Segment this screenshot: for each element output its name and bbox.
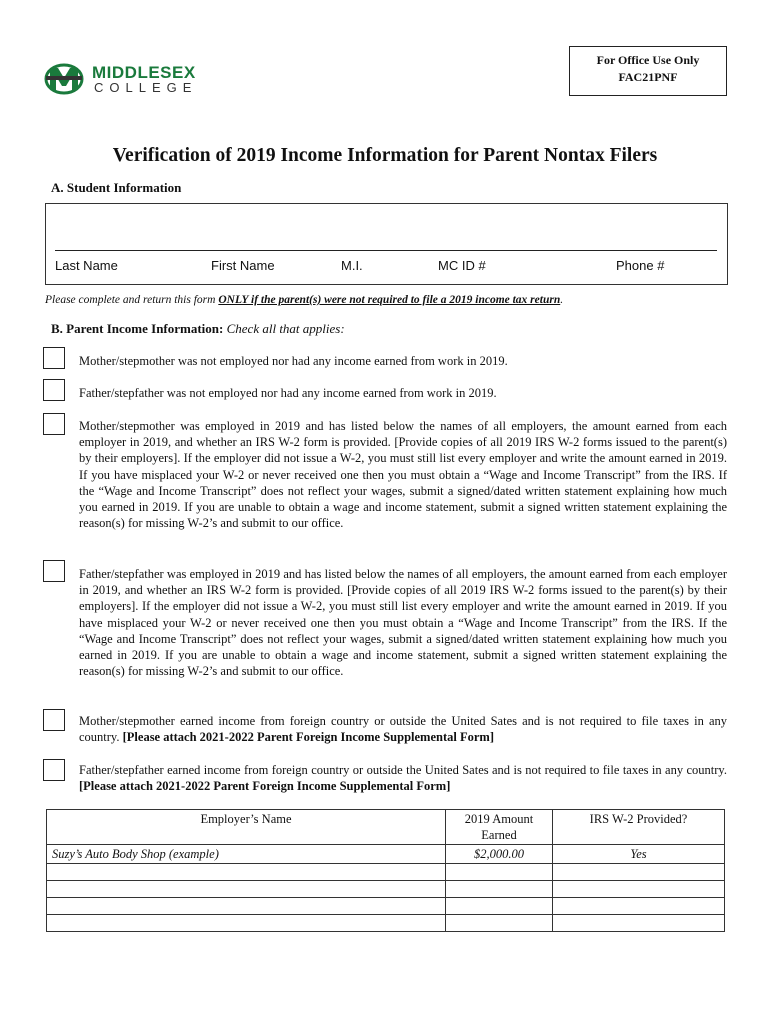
option-mother-not-employed: Mother/stepmother was not employed nor had any income earned from work in 2019.	[79, 354, 508, 368]
checkbox-mother-foreign-income[interactable]	[43, 709, 65, 731]
employer-cell[interactable]	[47, 915, 446, 932]
logo-text-middlesex: MIDDLESEX	[92, 63, 196, 82]
phone-label: Phone #	[616, 258, 665, 273]
section-b-hint: Check all that applies:	[226, 321, 345, 336]
student-info-line	[55, 250, 717, 251]
table-row[interactable]	[47, 864, 725, 881]
option-mother-foreign-note: [Please attach 2021-2022 Parent Foreign Income Supplemental Form]	[122, 730, 494, 745]
option-father-not-employed: Father/stepfather was not employed nor had any income earned from work in 2019.	[79, 386, 497, 400]
option-mother-foreign-income	[79, 713, 727, 745]
logo-mark-icon	[44, 62, 88, 96]
employer-cell[interactable]	[47, 881, 446, 898]
w2-cell[interactable]	[553, 881, 725, 898]
checkbox-father-employed[interactable]	[43, 560, 65, 582]
amount-cell[interactable]	[446, 898, 553, 915]
amount-cell[interactable]	[446, 881, 553, 898]
table-row[interactable]	[47, 881, 725, 898]
checkbox-father-foreign-income[interactable]	[43, 759, 65, 781]
header-w2-provided: IRS W-2 Provided?	[553, 810, 725, 845]
option-mother-employed: Mother/stepmother was employed in 2019 and has listed below the names of all employers, the amount earned from each employer in 2019, and whether an IRS W-2 form is provided. [Provide copies of all 2019 IRS W-2 forms issued to the parent(s) by their employers]. If the employer did not issue a W-2, you must still list every employer and write the amount earned in 2019. If you have misplaced your W-2 or never received one then you must obtain a “Wage and Income Transcript” from the IRS. If the “Wage and Income Transcript” does not reflect your wages, submit a signed/dated written statement explaining how much you earned in 2019. If you are unable to obtain a wage and income statement, submit a signed written statement explaining the reason(s) for missing W-2’s and submit to our office.	[79, 419, 727, 531]
option-mother-foreign-text: Mother/stepmother earned income from foreign country or outside the United Sates and is not required to file taxes in any country.	[79, 714, 727, 745]
employer-cell[interactable]	[47, 898, 446, 915]
last-name-label: Last Name	[55, 258, 118, 273]
instruction-suffix: .	[560, 294, 564, 306]
example-employer: Suzy’s Auto Body Shop (example)	[47, 845, 446, 864]
example-w2: Yes	[553, 845, 725, 864]
checkbox-mother-not-employed[interactable]	[43, 347, 65, 369]
mi-label: M.I.	[341, 258, 363, 273]
w2-cell[interactable]	[553, 898, 725, 915]
example-amount: $2,000.00	[446, 845, 553, 864]
option-father-foreign-note: [Please attach 2021-2022 Parent Foreign Income Supplemental Form]	[79, 779, 451, 794]
section-a-heading: A. Student Information	[51, 180, 182, 195]
option-father-employed: Father/stepfather was employed in 2019 and has listed below the names of all employers, the amount earned from each employer in 2019, and whether an IRS W-2 form is provided. [Provide copies of all 2019 IRS W-2 forms issued to the parent(s) by their employers]. If the employer did not issue a W-2, you must still list every employer and write the amount earned in 2019. If you have misplaced your W-2 or never received one then you must obtain a “Wage and Income Transcript” from the IRS. If the “Wage and Income Transcript” does not reflect your wages, submit a signed/dated written statement explaining how much you earned in 2019. If you are unable to obtain a wage and income statement, submit a signed written statement explaining the reason(s) for missing W-2’s and submit to our office.	[79, 567, 727, 679]
page-title: Verification of 2019 Income Information for Parent Nontax Filers	[112, 145, 658, 166]
first-name-label: First Name	[211, 258, 275, 273]
employer-cell[interactable]	[47, 864, 446, 881]
instruction-emphasis: ONLY if the parent(s) were not required to file a 2019 income tax return	[218, 294, 561, 306]
table-row[interactable]	[47, 915, 725, 932]
form-code: FAC21PNF	[618, 70, 678, 84]
header-amount-earned: 2019 Amount Earned	[446, 810, 553, 845]
section-b-title: B. Parent Income Information:	[51, 321, 227, 336]
table-row-example	[47, 845, 725, 864]
table-header-row	[47, 810, 725, 845]
mc-id-label: MC ID #	[438, 258, 486, 273]
checkbox-father-not-employed[interactable]	[43, 379, 65, 401]
w2-cell[interactable]	[553, 864, 725, 881]
logo-text-college: COLLEGE	[94, 80, 198, 95]
office-use-label: For Office Use Only	[596, 53, 700, 67]
amount-cell[interactable]	[446, 864, 553, 881]
checkbox-mother-employed[interactable]	[43, 413, 65, 435]
amount-cell[interactable]	[446, 915, 553, 932]
w2-cell[interactable]	[553, 915, 725, 932]
option-father-foreign-text: Father/stepfather earned income from foreign country or outside the United Sates and is not required to file taxes in any country.	[79, 763, 727, 777]
table-row[interactable]	[47, 898, 725, 915]
section-b-heading	[51, 321, 345, 337]
instruction-text	[45, 294, 563, 306]
college-logo	[44, 62, 214, 98]
header-employer-name: Employer’s Name	[47, 810, 446, 845]
employer-table	[46, 809, 725, 932]
instruction-prefix: Please complete and return this form	[45, 294, 219, 306]
office-use-box	[569, 46, 727, 96]
option-father-foreign-income	[79, 762, 727, 794]
